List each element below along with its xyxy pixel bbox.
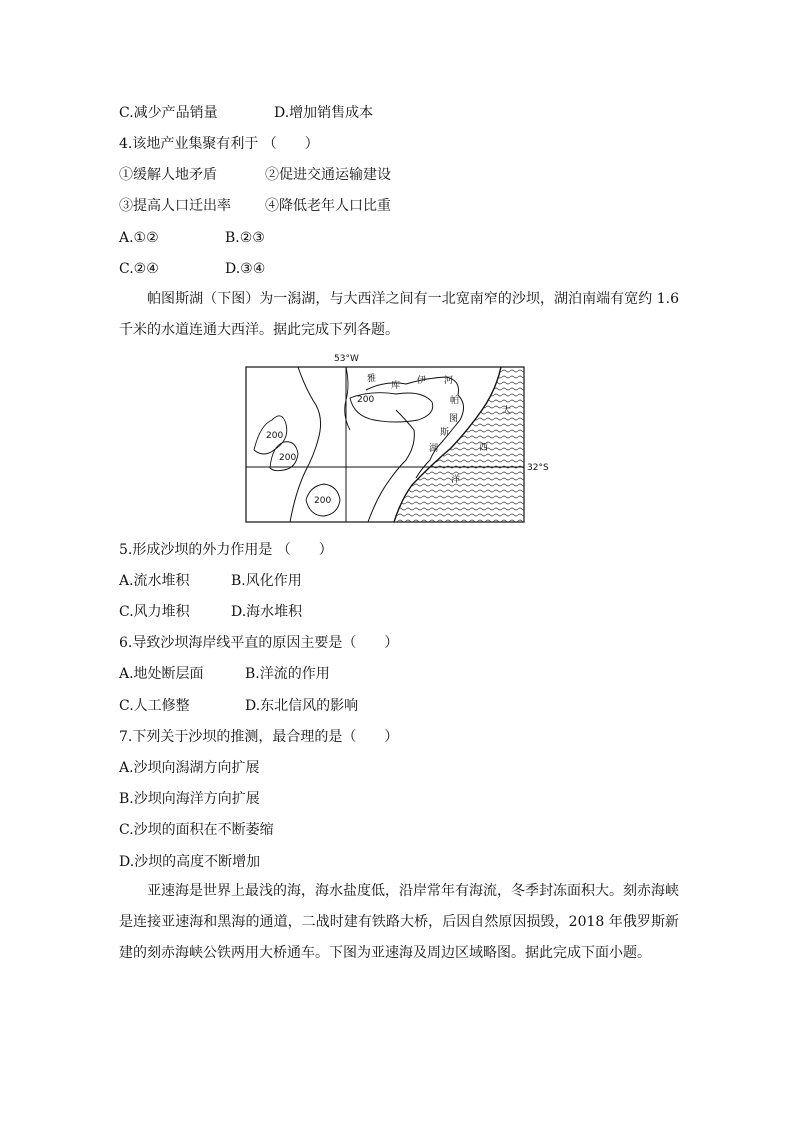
q7-option-c: C.沙坝的面积在不断萎缩: [119, 822, 274, 838]
q5-option-d: D.海水堆积: [231, 604, 303, 620]
q5-option-a: A.流水堆积: [119, 573, 190, 589]
contour-label: 200: [314, 496, 332, 506]
q6-option-c: C.人工修整: [119, 698, 190, 714]
q4-item-1: ①缓解人地矛盾: [119, 167, 217, 183]
q4-items-row1: [119, 165, 391, 185]
q4-item-3: ③提高人口迁出率: [119, 198, 231, 214]
q4-option-c: C.②④: [119, 261, 159, 277]
q5-options-cd: [119, 602, 303, 622]
latitude-label: 32°S: [527, 463, 549, 473]
ocean-label-char: 洋: [451, 475, 461, 485]
q5-option-b: B.风化作用: [231, 573, 302, 589]
q4-option-d: D.③④: [225, 261, 266, 277]
intro-patos-lagoon: [119, 284, 679, 346]
q4-options-ab: [119, 228, 265, 248]
q6-options-ab: [119, 664, 330, 684]
q3-option-c: C.减少产品销量: [119, 105, 218, 121]
q6-options-cd: [119, 696, 359, 716]
q3-options-cd: [119, 103, 374, 123]
q6-option-a: A.地处断层面: [119, 666, 204, 682]
q4-item-4: ④降低老年人口比重: [265, 198, 391, 214]
q7-option-d: D.沙坝的高度不断增加: [119, 854, 261, 870]
lake-label-char: 图: [449, 414, 459, 424]
q5-option-c: C.风力堆积: [119, 604, 190, 620]
q3-option-d: D.增加销售成本: [274, 105, 374, 121]
river-label-char: 伊: [417, 376, 427, 386]
lake-label-char: 湖: [429, 444, 439, 454]
contour-label: 200: [279, 453, 297, 463]
patos-lagoon-map: [246, 350, 549, 526]
q5-stem: 5.形成沙坝的外力作用是 （ ）: [119, 542, 333, 558]
q4-items-row2: [119, 196, 391, 216]
q5-options-ab: [119, 571, 302, 591]
intro-patos-text: 帕图斯湖（下图）为一潟湖，与大西洋之间有一北宽南窄的沙坝，湖泊南端有宽约 1.6 千米的水道连通大西洋。据此完成下列各题。: [119, 291, 679, 338]
intro-azov-sea: [119, 876, 679, 969]
lake-label-char: 斯: [440, 428, 450, 438]
ocean-label-char: 大: [502, 406, 512, 416]
q4-option-a: A.①②: [119, 230, 159, 246]
intro-azov-text: 亚速海是世界上最浅的海，海水盐度低，沿岸常年有海流，冬季封冻面积大。刻赤海峡是连接亚速海和黑海的通道，二战时建有铁路大桥，后因自然原因损毁，2018 年俄罗斯新建的刻赤海峡公铁两用大桥通车。下图为亚速海及周边区域略图。据此完成下面小题。: [119, 883, 679, 961]
contour-label: 200: [357, 395, 375, 405]
q4-stem: 4.该地产业集聚有利于 （ ）: [119, 136, 319, 152]
longitude-label: 53°W: [334, 354, 359, 364]
lake-label-char: 帕: [450, 396, 460, 406]
q4-options-cd: [119, 259, 266, 279]
q4-item-2: ②促进交通运输建设: [265, 167, 391, 183]
q6-option-b: B.洋流的作用: [245, 666, 330, 682]
q7-option-b: B.沙坝向海洋方向扩展: [119, 791, 260, 807]
contour-label: 200: [266, 431, 284, 441]
q4-option-b: B.②③: [225, 230, 265, 246]
river-label-char: 河: [444, 376, 454, 386]
river-label-char: 雅: [367, 374, 377, 384]
ocean-label-char: 西: [479, 443, 489, 453]
river-label-char: 库: [391, 381, 401, 391]
q6-stem: 6.导致沙坝海岸线平直的原因主要是（ ）: [119, 635, 399, 651]
q6-option-d: D.东北信风的影响: [245, 698, 359, 714]
q7-option-a: A.沙坝向潟湖方向扩展: [119, 760, 260, 776]
q7-stem: 7.下列关于沙坝的推测，最合理的是（ ）: [119, 729, 399, 745]
